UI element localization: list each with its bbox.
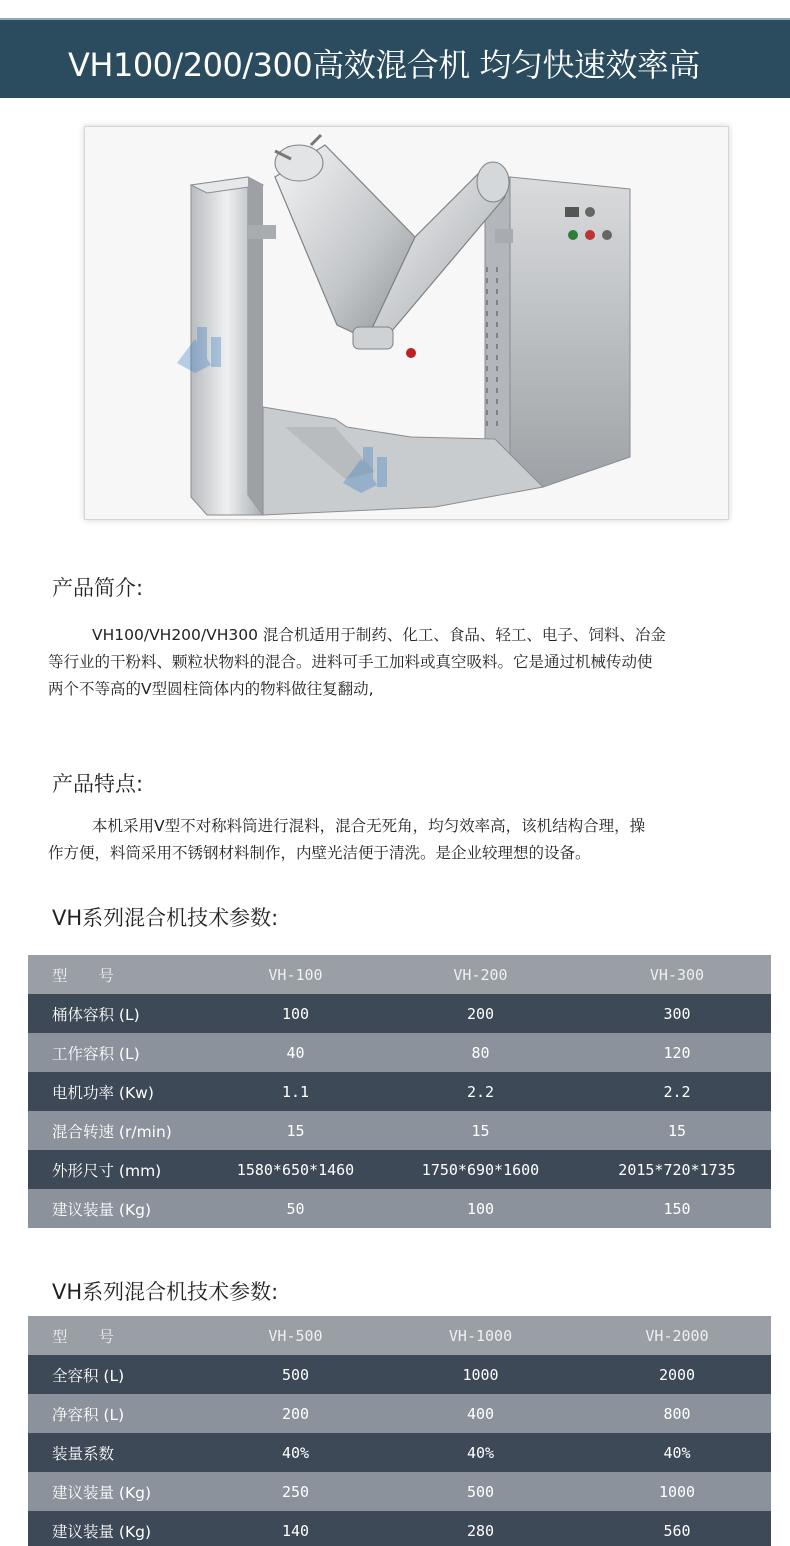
table-row xyxy=(28,1150,771,1189)
banner-title: VH100/200/300高效混合机 均匀快速效率高 xyxy=(68,46,700,84)
intro-line: VH100/VH200/VH300 混合机适用于制药、化工、食品、轻工、电子、饲料、冶金 xyxy=(92,626,666,644)
table-cell: 2000 xyxy=(658,1365,696,1384)
table-row xyxy=(28,1394,771,1433)
table-row xyxy=(28,1433,771,1472)
table-cell: 40% xyxy=(663,1443,691,1462)
table-cell: 500 xyxy=(466,1482,495,1501)
table-cell: 15 xyxy=(286,1121,305,1140)
table-cell: 40% xyxy=(466,1443,495,1462)
table-cell: 1580*650*1460 xyxy=(236,1160,355,1179)
table-row xyxy=(28,1072,771,1111)
table-cell: 560 xyxy=(663,1521,691,1540)
row-label: 桶体容积 (L) xyxy=(52,1005,140,1024)
row-label: 建议装量 (Kg) xyxy=(52,1522,152,1541)
features-paragraph xyxy=(48,813,738,867)
table-cell: 300 xyxy=(663,1004,691,1023)
table-header-row xyxy=(28,955,771,994)
row-label: 净容积 (L) xyxy=(52,1405,125,1424)
table-cell: 200 xyxy=(466,1004,495,1023)
header-cell: VH-300 xyxy=(649,965,705,984)
intro-line: 等行业的干粉料、颗粒状物料的混合。进料可手工加料或真空吸料。它是通过机械传动使 xyxy=(48,653,653,671)
features-heading: 产品特点: xyxy=(52,772,144,796)
intro-heading: 产品简介: xyxy=(52,576,144,600)
table-cell: 280 xyxy=(466,1521,495,1540)
product-photo xyxy=(84,126,729,520)
table-row xyxy=(28,1511,771,1546)
table-cell: 800 xyxy=(663,1404,691,1423)
header-cell: 型 号 xyxy=(52,966,115,985)
table-cell: 140 xyxy=(281,1521,310,1540)
table-cell: 1000 xyxy=(658,1482,696,1501)
table-header-row xyxy=(28,1316,771,1355)
table-cell: 1750*690*1600 xyxy=(421,1160,540,1179)
table-row xyxy=(28,1472,771,1511)
intro-line: 两个不等高的V型圆柱筒体内的物料做往复翻动, xyxy=(48,680,374,698)
header-cell: VH-2000 xyxy=(645,1326,709,1345)
table-cell: 40 xyxy=(286,1043,305,1062)
header-cell: 型 号 xyxy=(52,1327,115,1346)
header-cell: VH-100 xyxy=(268,965,323,984)
table-cell: 400 xyxy=(466,1404,495,1423)
table-row xyxy=(28,1111,771,1150)
row-label: 建议装量 (Kg) xyxy=(52,1483,152,1502)
header-cell: VH-500 xyxy=(268,1326,323,1345)
table-cell: 150 xyxy=(663,1199,691,1218)
features-line: 本机采用V型不对称料筒进行混料，混合无死角，均匀效率高，该机结构合理，操 xyxy=(92,817,646,835)
table-cell: 40% xyxy=(281,1443,310,1462)
table-row xyxy=(28,1355,771,1394)
table-cell: 500 xyxy=(281,1365,310,1384)
table-row xyxy=(28,994,771,1033)
table-cell: 2015*720*1735 xyxy=(618,1160,736,1179)
table-cell: 200 xyxy=(281,1404,310,1423)
table-cell: 1.1 xyxy=(281,1082,310,1101)
row-label: 全容积 (L) xyxy=(52,1366,125,1385)
table-cell: 2.2 xyxy=(466,1082,495,1101)
row-label: 外形尺寸 (mm) xyxy=(52,1161,162,1180)
spec-table-2 xyxy=(28,1316,771,1546)
table-cell: 250 xyxy=(281,1482,310,1501)
row-label: 电机功率 (Kw) xyxy=(52,1083,154,1102)
table1-heading: VH系列混合机技术参数: xyxy=(52,906,279,930)
table-cell: 15 xyxy=(667,1121,687,1140)
table2-heading: VH系列混合机技术参数: xyxy=(52,1280,279,1304)
table-cell: 100 xyxy=(281,1004,310,1023)
title-banner xyxy=(0,18,790,98)
table-cell: 120 xyxy=(663,1043,691,1062)
table-cell: 1000 xyxy=(462,1365,499,1384)
table-cell: 15 xyxy=(471,1121,490,1140)
table-cell: 80 xyxy=(471,1043,490,1062)
table-cell: 2.2 xyxy=(663,1082,691,1101)
row-label: 工作容积 (L) xyxy=(52,1044,140,1063)
header-cell: VH-200 xyxy=(453,965,508,984)
row-label: 装量系数 xyxy=(52,1444,115,1463)
table-row xyxy=(28,1189,771,1228)
row-label: 混合转速 (r/min) xyxy=(52,1122,172,1141)
table-cell: 100 xyxy=(466,1199,495,1218)
spec-table-1 xyxy=(28,955,771,1228)
table-row xyxy=(28,1033,771,1072)
v-mixer-illustration xyxy=(85,127,728,519)
row-label: 建议装量 (Kg) xyxy=(52,1200,152,1219)
features-line: 作方便，料筒采用不锈钢材料制作，内壁光洁便于清洗。是企业较理想的设备。 xyxy=(48,844,591,862)
table-cell: 50 xyxy=(286,1199,305,1218)
intro-paragraph xyxy=(48,622,738,703)
header-cell: VH-1000 xyxy=(448,1326,513,1345)
